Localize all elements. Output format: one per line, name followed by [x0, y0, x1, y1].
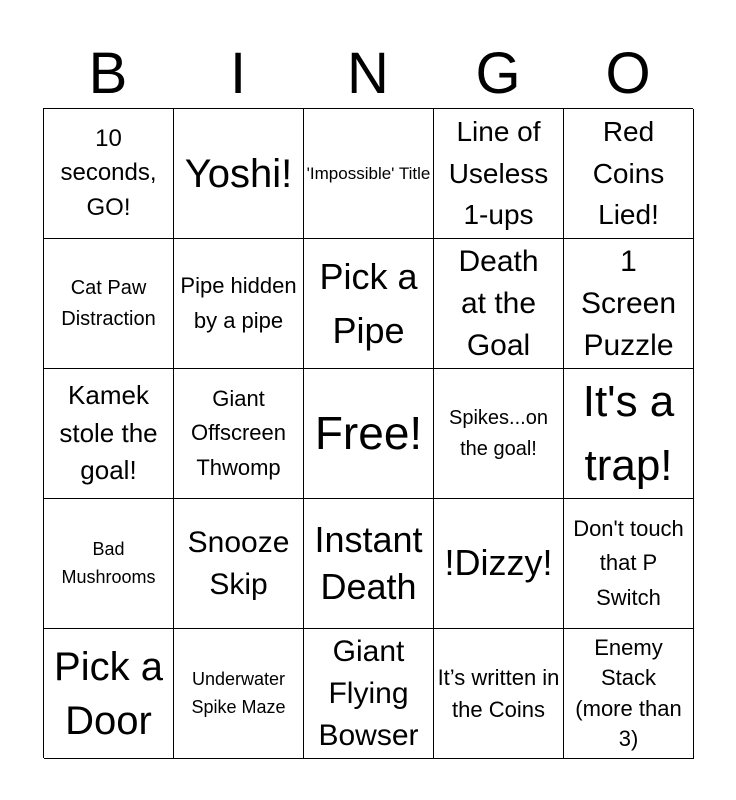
bingo-cell-r2c2[interactable]: [174, 239, 304, 369]
bingo-cell-r5c3[interactable]: [304, 629, 434, 759]
bingo-cell-text: Bad Mushrooms: [61, 538, 156, 587]
bingo-cell-text: Don't touch that P Switch: [573, 516, 684, 610]
header-letter-i: I: [229, 41, 247, 106]
bingo-cell-r5c2[interactable]: [174, 629, 304, 759]
bingo-cell-text: Kamek stole the goal!: [59, 379, 158, 486]
bingo-cell-text: 'Impossible' Title: [306, 163, 431, 183]
bingo-cell-r4c5[interactable]: [564, 499, 694, 629]
bingo-cell-r3c2[interactable]: [174, 369, 304, 499]
bingo-cell-text: Snooze Skip: [187, 525, 290, 601]
bingo-cell-r1c5[interactable]: [564, 109, 694, 239]
header-letter-g: G: [475, 41, 521, 106]
bingo-cell-r1c2[interactable]: [174, 109, 304, 239]
header-letter-o: O: [605, 41, 651, 106]
bingo-cell-r4c3[interactable]: [304, 499, 434, 629]
bingo-cell-r3c5[interactable]: [564, 369, 694, 499]
bingo-cell-text: Free!: [314, 407, 423, 460]
bingo-cell-text: It's a trap!: [582, 376, 675, 490]
bingo-cell-r3c4[interactable]: [434, 369, 564, 499]
bingo-cell-text: Pick a Door: [54, 644, 163, 743]
bingo-cell-r5c5[interactable]: [564, 629, 694, 759]
bingo-cell-r4c1[interactable]: [44, 499, 174, 629]
header-letter-b: B: [88, 41, 128, 106]
bingo-cell-r2c3[interactable]: [304, 239, 434, 369]
bingo-cell-r2c1[interactable]: [44, 239, 174, 369]
bingo-cell-r4c4[interactable]: [434, 499, 564, 629]
bingo-cell-text: !Dizzy!: [444, 542, 553, 584]
bingo-cell-text: Pick a Pipe: [319, 255, 418, 351]
bingo-cell-r1c4[interactable]: [434, 109, 564, 239]
header-letter-n: N: [347, 41, 389, 106]
bingo-cell-r2c4[interactable]: [434, 239, 564, 369]
bingo-cell-text: 10 seconds, GO!: [60, 125, 157, 221]
bingo-cell-text: Enemy Stack (more than 3): [575, 634, 682, 751]
bingo-header: [43, 40, 693, 108]
bingo-board: [43, 108, 693, 758]
bingo-cell-text: It’s written in the Coins: [437, 664, 560, 722]
bingo-cell-text: Giant Flying Bowser: [318, 634, 419, 752]
bingo-cell-text: Red Coins Lied!: [592, 116, 665, 231]
bingo-cell-text: Instant Death: [314, 518, 423, 607]
bingo-cell-r5c1[interactable]: [44, 629, 174, 759]
bingo-cell-text: Death at the Goal: [458, 244, 539, 362]
bingo-cell-r2c5[interactable]: [564, 239, 694, 369]
bingo-cell-r3c3[interactable]: [304, 369, 434, 499]
bingo-cell-text: Pipe hidden by a pipe: [180, 273, 297, 333]
bingo-cell-text: Giant Offscreen Thwomp: [191, 386, 286, 480]
bingo-cell-r1c3[interactable]: [304, 109, 434, 239]
bingo-cell-r5c4[interactable]: [434, 629, 564, 759]
bingo-cell-text: Spikes...on the goal!: [449, 406, 548, 460]
bingo-cell-text: Line of Useless 1-ups: [448, 116, 549, 231]
bingo-cell-text: Yoshi!: [184, 151, 293, 196]
bingo-cell-r1c1[interactable]: [44, 109, 174, 239]
bingo-cell-r4c2[interactable]: [174, 499, 304, 629]
bingo-cell-text: 1 Screen Puzzle: [580, 244, 677, 362]
bingo-cell-text: Cat Paw Distraction: [61, 276, 156, 330]
bingo-cell-text: Underwater Spike Maze: [191, 668, 286, 717]
bingo-cell-r3c1[interactable]: [44, 369, 174, 499]
